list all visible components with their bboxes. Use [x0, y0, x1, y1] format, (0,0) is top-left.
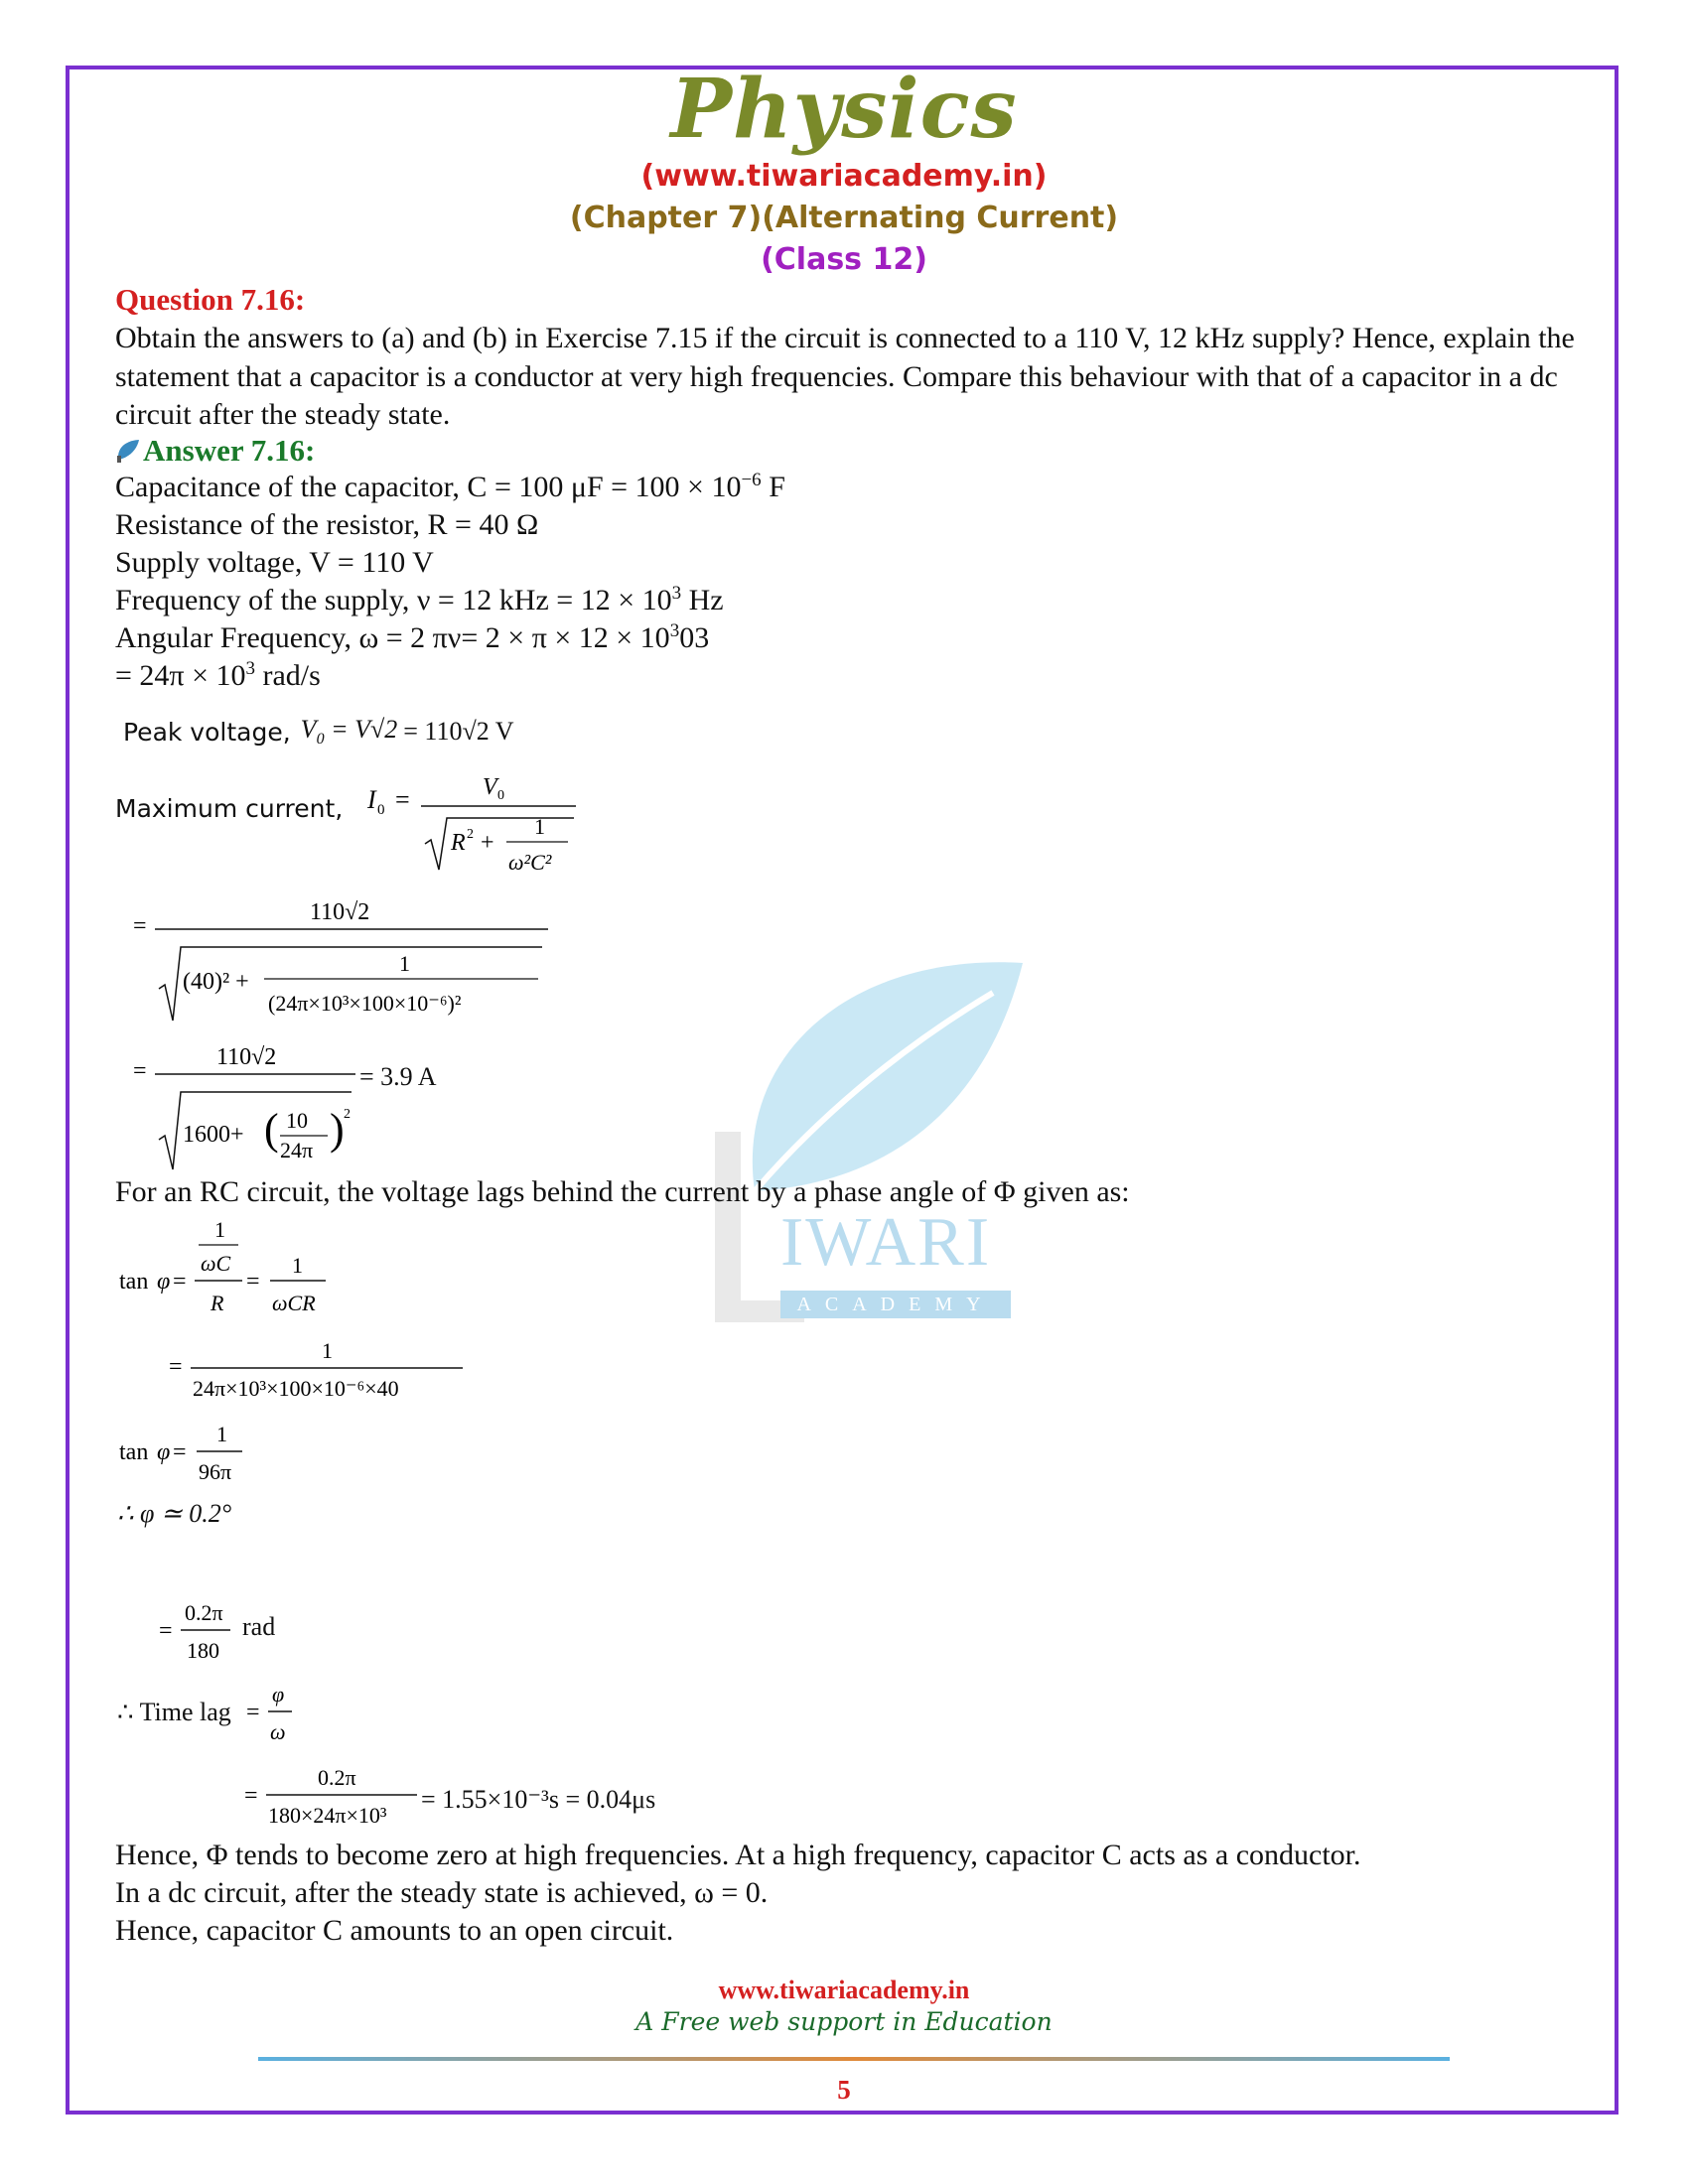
svg-text:(40)² +: (40)² +: [183, 969, 249, 995]
frequency-line: [115, 584, 724, 617]
question-heading: Question 7.16:: [115, 282, 306, 317]
svg-text:1: 1: [216, 1422, 227, 1446]
svg-text:=: =: [159, 1618, 173, 1644]
phi-approx: ∴ φ ≃ 0.2°: [117, 1499, 232, 1528]
conclusion-dc-circuit: In a dc circuit, after the steady state is achieved, ω = 0.: [115, 1876, 769, 1909]
resistance-line: Resistance of the resistor, R = 40 Ω: [115, 508, 539, 541]
svg-text:180×24π×10³: 180×24π×10³: [268, 1803, 387, 1828]
footer-divider: [258, 2057, 1450, 2061]
capacitance-unit: F: [761, 471, 785, 503]
footer-website-link[interactable]: www.tiwariacademy.in: [718, 1976, 970, 2004]
svg-text:ω: ω: [270, 1719, 286, 1744]
svg-text:0: 0: [497, 788, 504, 803]
class-heading: (Class 12): [761, 242, 927, 277]
svg-text:96π: 96π: [199, 1459, 232, 1484]
svg-text:2: 2: [344, 1107, 351, 1122]
svg-text:=: =: [246, 1269, 260, 1295]
svg-text:110√2: 110√2: [216, 1044, 277, 1070]
svg-text:ωCR: ωCR: [272, 1291, 316, 1315]
svg-text:tan: tan: [119, 1269, 149, 1295]
capacitance-text: Capacitance of the capacitor, C = 100 μF = 100 × 10: [115, 471, 742, 503]
svg-text:φ: φ: [157, 1439, 171, 1465]
current-substitution-formula: [125, 889, 562, 1028]
svg-text:R: R: [211, 1291, 224, 1315]
angular-result-exponent: 3: [245, 658, 255, 679]
max-current-label: Maximum current,: [115, 794, 344, 823]
page-title: Physics: [670, 62, 1018, 157]
frequency-exponent: 3: [671, 583, 682, 604]
header-website-link[interactable]: (www.tiwariacademy.in): [640, 159, 1048, 194]
svg-text:1: 1: [322, 1338, 333, 1363]
svg-text:24π×10³×100×10⁻⁶×40: 24π×10³×100×10⁻⁶×40: [193, 1376, 399, 1401]
leaf-icon: [115, 438, 141, 464]
svg-text:0: 0: [377, 802, 385, 818]
conclusion-high-frequency: Hence, Φ tends to become zero at high frequencies. At a high frequency, capacitor C acts as a conductor.: [115, 1839, 1361, 1871]
svg-text:tan: tan: [119, 1439, 149, 1465]
svg-text:1: 1: [292, 1253, 303, 1278]
capacitance-exponent: −6: [741, 470, 762, 490]
footer-tagline: A Free web support in Education: [635, 2007, 1053, 2036]
angular-result-line: [115, 659, 321, 693]
svg-text:=: =: [173, 1439, 187, 1465]
svg-text:=: =: [169, 1354, 183, 1380]
svg-text:0.2π: 0.2π: [318, 1765, 356, 1790]
svg-text:=: =: [173, 1269, 187, 1295]
watermark-subtitle: ACADEMY: [780, 1291, 1011, 1318]
peak-voltage-row: [123, 715, 514, 749]
svg-text:0.2π: 0.2π: [185, 1600, 223, 1625]
peak-voltage-label: Peak voltage,: [123, 717, 291, 747]
svg-text:24π: 24π: [280, 1138, 314, 1162]
question-text: Obtain the answers to (a) and (b) in Exercise 7.15 if the circuit is connected to a 110 V, 12 kHz supply? Hence, explain the statement that a capacitor is a conductor at very high frequencies. Compare this behaviour with that of a capacitor in a dc circuit after the steady state.: [115, 322, 1575, 431]
peak-voltage-lhs: $V_0 = V√2$: [300, 715, 398, 749]
svg-text:ω²C²: ω²C²: [508, 850, 552, 875]
answer-heading-row: [115, 433, 315, 469]
svg-text:=: =: [246, 1700, 260, 1725]
max-current-formula: [363, 766, 582, 886]
svg-text:1: 1: [399, 951, 410, 976]
angular-result-text: = 24π × 10: [115, 659, 246, 692]
tan-phi-formula: [115, 1215, 353, 1334]
time-lag-formula: [244, 1674, 304, 1753]
chapter-heading: (Chapter 7)(Alternating Current): [569, 201, 1119, 235]
frequency-unit: Hz: [681, 584, 724, 616]
svg-text:ωC: ωC: [201, 1251, 231, 1276]
svg-text:=: =: [133, 913, 147, 939]
svg-text:): ): [330, 1105, 345, 1154]
svg-text:+: +: [481, 830, 494, 856]
current-result: = 3.9 A: [359, 1062, 437, 1091]
svg-text:φ: φ: [272, 1682, 285, 1706]
svg-text:=: =: [133, 1058, 147, 1084]
capacitance-line: [115, 471, 785, 504]
time-lag-substitution: [242, 1757, 421, 1837]
frequency-text: Frequency of the supply, ν = 12 kHz = 12 × 10: [115, 584, 672, 616]
time-lag-result: = 1.55×10⁻³s = 0.04μs: [421, 1785, 656, 1814]
svg-text:R: R: [451, 830, 466, 856]
svg-text:=: =: [244, 1783, 258, 1809]
tan-phi-result: [115, 1414, 314, 1493]
supply-voltage-line: Supply voltage, V = 110 V: [115, 546, 434, 579]
peak-voltage-eq: = 110√2 V: [403, 717, 514, 747]
angular-frequency-line: [115, 621, 709, 655]
svg-text:180: 180: [187, 1638, 219, 1663]
current-result-formula: [125, 1032, 483, 1171]
angular-text: Angular Frequency, ω = 2 πν= 2 × π × 12 × 10: [115, 621, 670, 654]
phase-angle-text: For an RC circuit, the voltage lags behind the current by a phase angle of Φ given as:: [115, 1175, 1130, 1208]
svg-text:1: 1: [534, 814, 545, 839]
svg-text:1: 1: [214, 1217, 225, 1242]
answer-heading: Answer 7.16:: [143, 433, 316, 468]
svg-text:1600+: 1600+: [183, 1122, 244, 1148]
watermark-title: IWARI: [780, 1204, 992, 1281]
angular-exponent: 3: [669, 620, 680, 641]
page-number: 5: [837, 2075, 851, 2105]
svg-text:10: 10: [286, 1108, 308, 1133]
conclusion-open-circuit: Hence, capacitor C amounts to an open circuit.: [115, 1914, 674, 1947]
angular-suffix: 03: [679, 621, 710, 654]
svg-text:(: (: [264, 1105, 279, 1154]
max-current-row: [115, 794, 343, 823]
svg-text:φ: φ: [157, 1269, 171, 1295]
svg-text:I: I: [367, 785, 376, 814]
svg-text:110√2: 110√2: [310, 899, 370, 925]
radian-unit: rad: [242, 1612, 276, 1641]
svg-text:(24π×10³×100×10⁻⁶)²: (24π×10³×100×10⁻⁶)²: [268, 991, 462, 1016]
angular-result-unit: rad/s: [254, 659, 321, 692]
tan-phi-substitution: [165, 1330, 483, 1410]
svg-text:V: V: [483, 774, 497, 800]
svg-text:2: 2: [467, 827, 474, 842]
time-lag-label: ∴ Time lag: [117, 1698, 231, 1726]
svg-text:=: =: [395, 785, 410, 814]
